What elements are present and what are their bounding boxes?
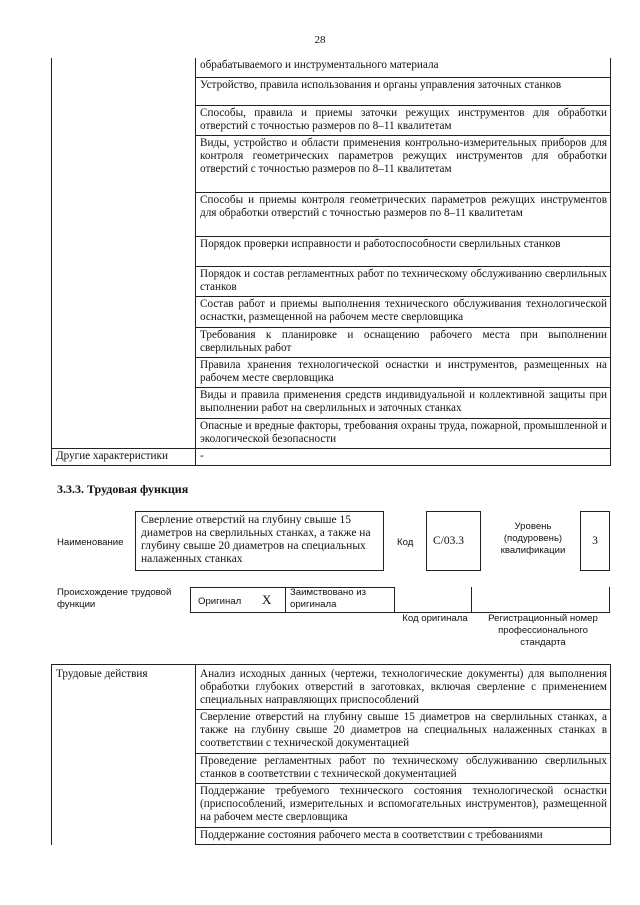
qualification-level-box: [580, 511, 610, 571]
knowledge-row: Порядок проверки исправности и работоспособности сверлильных станков: [196, 236, 611, 266]
labor-action-row: Проведение регламентных работ по техническому обслуживанию сверлильных станков в соответствии с технической документацией: [196, 754, 611, 784]
code-label: Код: [397, 537, 414, 548]
other-characteristics-label: Другие характеристики: [52, 448, 196, 465]
registration-number-caption: Регистрационный номер профессионального стандарта: [488, 613, 598, 648]
original-mark: X: [262, 592, 272, 607]
knowledge-row: Состав работ и приемы выполнения технического обслуживания технологической оснастки, размещенной на рабочем месте сверловщика: [196, 296, 611, 327]
labor-action-row: Сверление отверстий на глубину свыше 15 диаметров на сверлильных станках, а также на глубину свыше 20 диаметров на специальных налаженных станках в соответствии с технической документацией: [196, 710, 611, 754]
labor-action-row: Поддержание состояния рабочего места в соответствии с требованиями: [196, 828, 611, 845]
original-code-box: [394, 587, 472, 613]
qualification-level-label: Уровень (подуровень) квалификации: [500, 521, 566, 556]
function-code-value: С/03.3: [433, 535, 464, 547]
knowledge-row: Виды и правила применения средств индивидуальной и коллективной защиты при выполнении работ на сверлильных и заточных станках: [196, 387, 611, 418]
borrowed-label: Заимствовано из оригинала: [290, 587, 366, 610]
knowledge-row: Опасные и вредные факторы, требования охраны труда, пожарной, промышленной и экологической безопасности: [196, 418, 611, 448]
knowledge-row: Виды, устройство и области применения контрольно-измерительных приборов для контроля геометрических параметров режущих инструментов для обработки отверстий с точностью размеров по 8–11 квалитетам: [196, 135, 611, 192]
labor-action-row: Анализ исходных данных (чертежи, технологические документы) для выполнения обработки глубоких отверстий в заготовках, включая сверление с применением специальных направляющих приспособлений: [196, 665, 611, 710]
knowledge-row: Способы, правила и приемы заточки режущих инструментов для обработки отверстий с точностью размеров по 8–11 квалитетам: [196, 105, 611, 135]
original-code-caption: Код оригинала: [402, 613, 468, 624]
function-name-box: [135, 511, 384, 571]
knowledge-row: Порядок и состав регламентных работ по техническому обслуживанию сверлильных станков: [196, 266, 611, 296]
knowledge-row: обрабатываемого и инструментального материала: [196, 58, 611, 77]
name-label: Наименование: [57, 537, 124, 548]
knowledge-row: Требования к планировке и оснащению рабочего места при выполнении сверлильных работ: [196, 327, 611, 357]
section-title: 3.3.3. Трудовая функция: [57, 482, 189, 496]
knowledge-row: Правила хранения технологической оснастки и инструментов, размещенных на рабочем месте сверловщика: [196, 357, 611, 387]
origin-label: Происхождение трудовой функции: [57, 587, 172, 610]
knowledge-row: Способы и приемы контроля геометрических параметров режущих инструментов для обработки отверстий с точностью размеров по 8–11 квалитетам: [196, 192, 611, 236]
page-number: 28: [314, 34, 326, 46]
labor-actions-table: [51, 664, 611, 845]
qualification-level-value: 3: [592, 535, 598, 547]
labor-action-row: Поддержание требуемого технического состояния технологической оснастки (приспособлений, измерительных и вспомогательных инструментов), размещенной на рабочем месте сверловщика: [196, 784, 611, 828]
knowledge-row: Устройство, правила использования и органы управления заточных станков: [196, 77, 611, 105]
labor-actions-label: Трудовые действия: [52, 665, 196, 845]
original-label: Оригинал: [198, 596, 242, 607]
function-name-value: Сверление отверстий на глубину свыше 15 диаметров на сверлильных станках, а также на глубину свыше 20 диаметров на специальных налаженных станках: [141, 514, 371, 565]
other-characteristics-value: -: [196, 448, 611, 465]
registration-number-box: [471, 587, 610, 613]
function-code-box: [426, 511, 481, 571]
knowledge-table: [51, 58, 611, 466]
